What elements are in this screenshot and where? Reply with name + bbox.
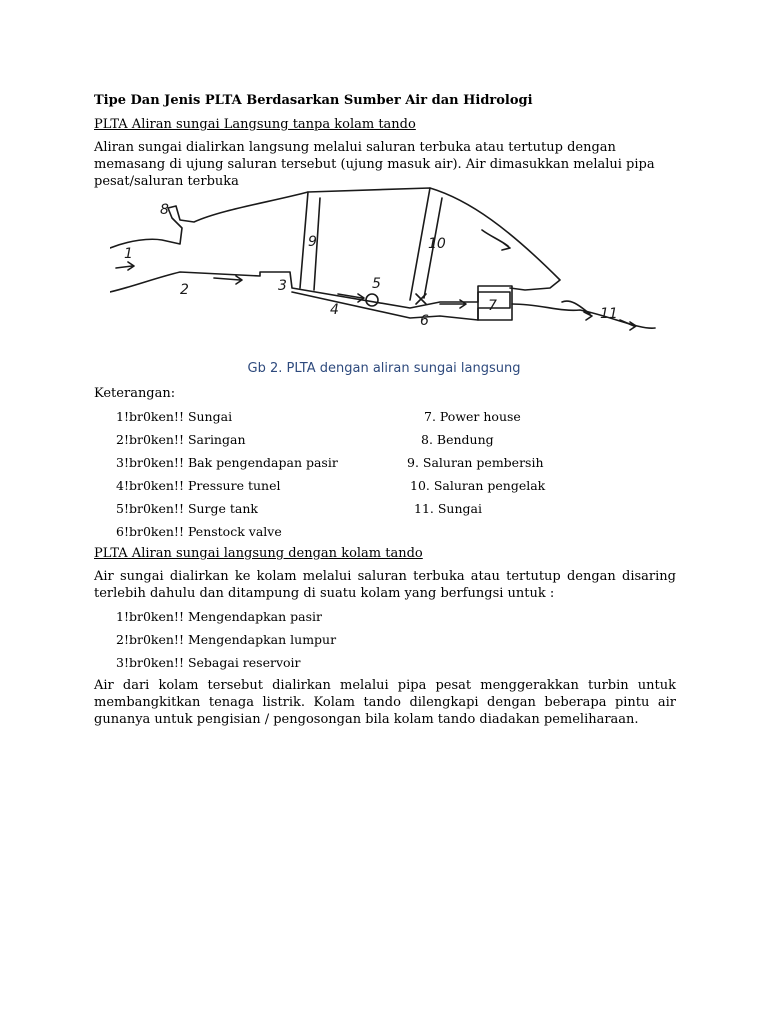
section1-paragraph: Aliran sungai dialirkan langsung melalui saluran terbuka atau tertutup dengan memasang di ujung saluran tersebut (ujung masuk air). Air dimasukkan melalui pipa pesat/saluran terbuka [94, 140, 655, 189]
list-item: 1!br0ken!! Mengendapkan pasir [116, 609, 322, 624]
section2-heading: PLTA Aliran sungai langsung dengan kolam tando [94, 546, 423, 561]
section1-heading: PLTA Aliran sungai Langsung tanpa kolam tando [94, 117, 416, 132]
list-item: 2!br0ken!! Mengendapkan lumpur [116, 632, 337, 647]
hydro-schematic-figure [110, 180, 660, 350]
flow-arrow-icon [482, 230, 510, 250]
flow-arrow-icon [116, 262, 134, 270]
legend-item: 11. Sungai [414, 501, 482, 516]
legend-item: 8. Bendung [421, 432, 494, 447]
figure-label-8: 8 [160, 202, 169, 218]
closing-paragraph: Air dari kolam tersebut dialirkan melalui pipa pesat menggerakkan turbin untuk membangkitkan tenaga listrik. Kolam tando dilengkapi dengan beberapa pintu air gunanya untuk pengisian / pengosongan bila kolam tando diadakan pemeliharaan. [94, 678, 676, 727]
figure-caption: Gb 2. PLTA dengan aliran sungai langsung [247, 361, 521, 376]
legend-item: 6!br0ken!! Penstock valve [116, 524, 282, 539]
legend-item: 4!br0ken!! Pressure tunel [116, 478, 281, 493]
figure-label-10: 10 [428, 236, 446, 252]
figure-label-4: 4 [330, 302, 339, 318]
figure-label-7: 7 [488, 298, 497, 314]
list-item: 3!br0ken!! Sebagai reservoir [116, 655, 301, 670]
figure-label-1: 1 [124, 246, 133, 262]
surge-tank-circle [366, 294, 378, 306]
legend-item: 2!br0ken!! Saringan [116, 432, 246, 447]
figure-label-2: 2 [180, 282, 189, 298]
page-title: Tipe Dan Jenis PLTA Berdasarkan Sumber Air dan Hidrologi [94, 93, 533, 108]
figure-label-6: 6 [420, 313, 429, 329]
legend-item: 10. Saluran pengelak [410, 478, 546, 493]
legend-label: Keterangan: [94, 386, 176, 401]
figure-label-9: 9 [308, 234, 317, 250]
flow-arrow-icon [214, 276, 242, 284]
figure-label-3: 3 [278, 278, 287, 294]
legend-item: 9. Saluran pembersih [407, 455, 544, 470]
channel-outline-top [110, 188, 560, 290]
flow-arrow-icon [620, 320, 636, 330]
legend-item: 5!br0ken!! Surge tank [116, 501, 259, 516]
section2-paragraph: Air sungai dialirkan ke kolam melalui saluran terbuka atau tertutup dengan disaring terlebih dahulu dan ditampung di suatu kolam yang berfungsi untuk : [94, 569, 676, 601]
legend-item: 3!br0ken!! Bak pengendapan pasir [116, 455, 338, 470]
penstock-valve-symbol [416, 294, 426, 304]
figure-label-5: 5 [372, 276, 381, 292]
figure-label-11: 11 [600, 306, 618, 322]
legend-item: 7. Power house [424, 409, 521, 424]
channel-outline-bottom [110, 272, 510, 320]
legend-item: 1!br0ken!! Sungai [116, 409, 233, 424]
